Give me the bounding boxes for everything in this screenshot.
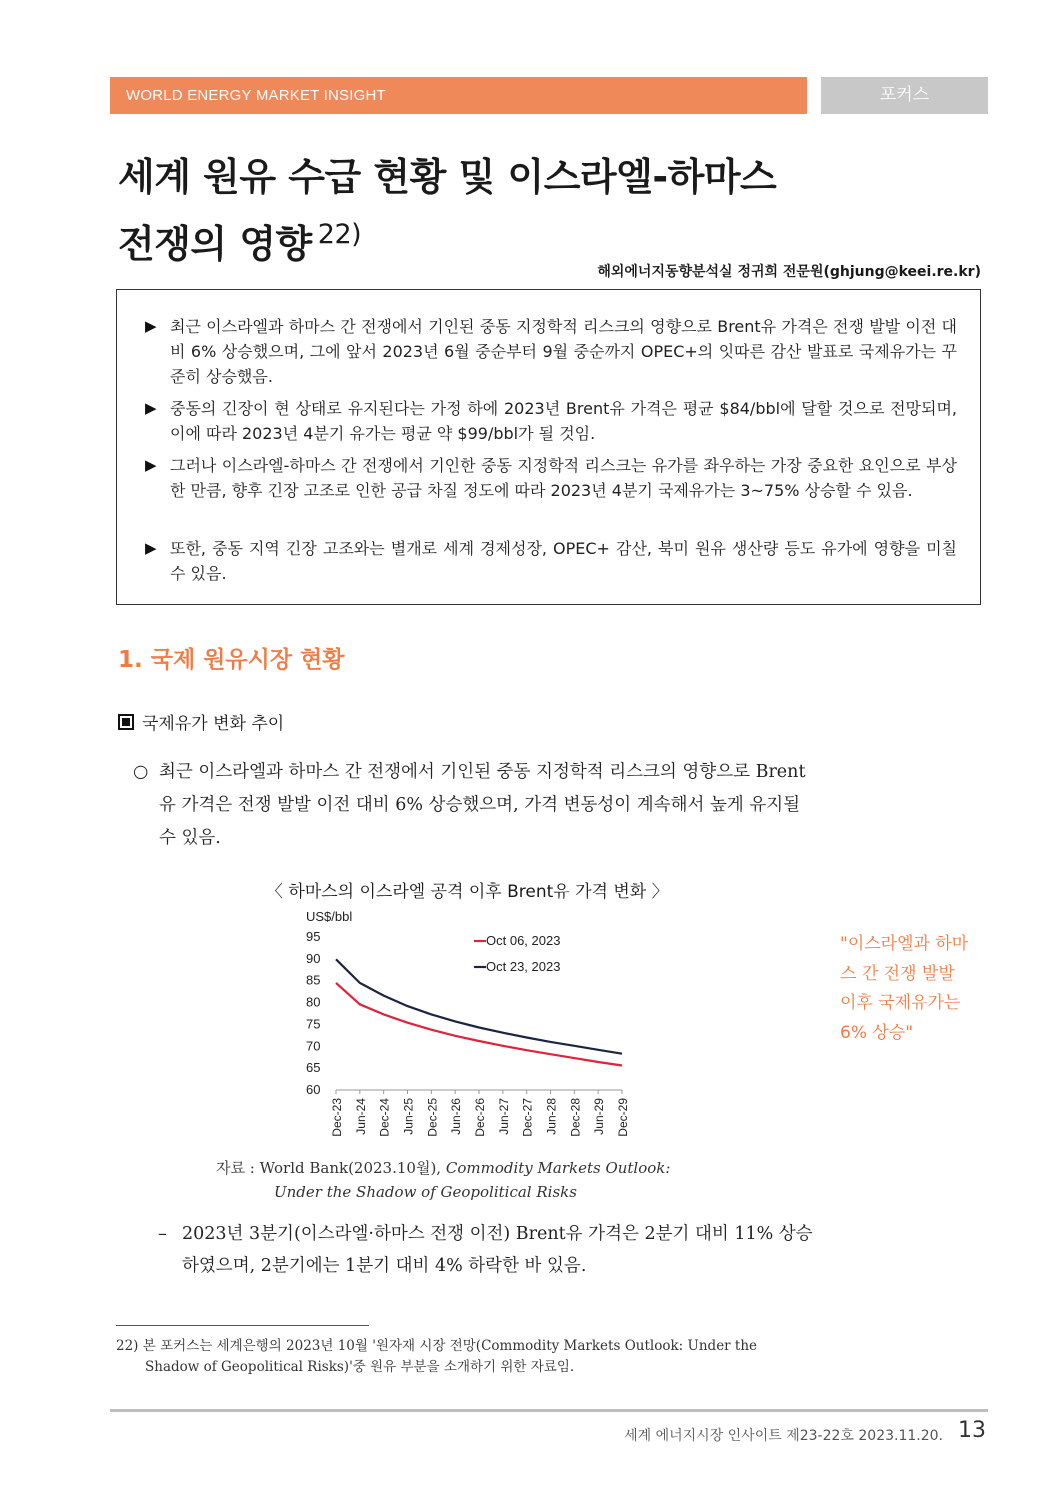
legend-label: Oct 23, 2023: [486, 959, 561, 974]
triangle-bullet-icon: ▶: [145, 456, 157, 474]
source-text: World Bank(2023.10월),: [259, 1159, 442, 1177]
summary-item: [145, 453, 957, 503]
summary-item-text: 최근 이스라엘과 하마스 간 전쟁에서 기인된 중동 지정학적 리스크의 영향으로 Brent유 가격은 전쟁 발발 이전 대비 6% 상승했으며, 그에 앞서 2023년 6월 중순부터 9월 중순까지 OPEC+의 잇따른 감산 발표로 국제유가는 꾸준히 상승했음.: [170, 317, 957, 386]
section-tag: 포커스: [821, 77, 988, 114]
summary-item: [145, 314, 957, 389]
dash-paragraph-text: 2023년 3분기(이스라엘·하마스 전쟁 이전) Brent유 가격은 2분기 대비 11% 상승하였으며, 2분기에는 1분기 대비 4% 하락한 바 있음.: [182, 1224, 813, 1276]
triangle-bullet-icon: ▶: [145, 539, 157, 557]
legend-label: Oct 06, 2023: [486, 933, 561, 948]
brent-price-chart: [290, 905, 640, 1155]
x-tick-label: Dec-26: [473, 1098, 487, 1137]
series-line: [336, 983, 622, 1066]
y-tick-label: 60: [306, 1082, 321, 1097]
x-tick-label: Jun-24: [353, 1098, 368, 1135]
footnote-divider: [116, 1325, 369, 1326]
square-bullet-icon: [118, 714, 134, 730]
summary-item: [145, 536, 957, 586]
circle-bullet-icon: ○: [133, 762, 149, 782]
triangle-bullet-icon: ▶: [145, 317, 157, 335]
x-tick-label: Jun-27: [496, 1098, 511, 1135]
dash-paragraph: [158, 1218, 813, 1282]
author-byline: 해외에너지동향분석실 정귀희 전문원(ghjung@keei.re.kr): [597, 264, 981, 280]
y-tick-label: 65: [306, 1060, 321, 1076]
x-tick-label: Dec-24: [377, 1098, 392, 1137]
y-tick-label: 80: [306, 994, 321, 1010]
summary-box: [116, 289, 981, 605]
series-banner: WORLD ENERGY MARKET INSIGHT: [110, 77, 807, 114]
page-title: [118, 148, 938, 273]
x-tick-label: Jun-26: [449, 1098, 464, 1135]
x-tick-label: Dec-28: [568, 1098, 583, 1137]
y-axis-ticks: [306, 929, 320, 1097]
y-tick-label: 90: [306, 950, 321, 966]
x-tick-label: Dec-27: [520, 1098, 535, 1137]
summary-item-text: 또한, 중동 지역 긴장 고조와는 별개로 세계 경제성장, OPEC+ 감산, 북미 원유 생산량 등도 유가에 영향을 미칠 수 있음.: [170, 539, 957, 583]
y-tick-label: 95: [306, 929, 321, 944]
y-tick-label: 75: [306, 1016, 321, 1032]
footer-divider: [110, 1409, 988, 1412]
footnote-line-2: Shadow of Geopolitical Risks)'중 원유 부분을 소개하기 위한 자료임.: [145, 1359, 575, 1375]
source-title-1: Commodity Markets Outlook:: [445, 1159, 671, 1177]
section-heading: 1. 국제 원유시장 현황: [118, 647, 345, 673]
triangle-bullet-icon: ▶: [145, 399, 157, 417]
y-axis-label: US$/bbl: [306, 909, 353, 924]
source-label: 자료 :: [216, 1159, 255, 1177]
side-pull-quote: "이스라엘과 하마스 간 전쟁 발발 이후 국제유가는 6% 상승": [840, 934, 969, 1043]
x-tick-label: Jun-25: [401, 1098, 416, 1135]
figure-source: [216, 1156, 816, 1204]
body-paragraph-text: 최근 이스라엘과 하마스 간 전쟁에서 기인된 중동 지정학적 리스크의 영향으로 Brent유 가격은 전쟁 발발 이전 대비 6% 상승했으며, 가격 변동성이 계속해서 높게 유지될 수 있음.: [159, 762, 806, 848]
chart-legend: [474, 933, 560, 974]
x-tick-label: Dec-25: [425, 1098, 440, 1137]
x-tick-label: Jun-29: [592, 1098, 607, 1135]
x-tick-label: Dec-23: [330, 1098, 344, 1137]
subsection-heading: [118, 709, 284, 734]
title-footnote-ref[interactable]: 22): [317, 219, 362, 250]
figure-caption: 〈 하마스의 이스라엘 공격 이후 Brent유 가격 변화 〉: [266, 882, 669, 902]
title-line-2-text: 전쟁의 영향: [118, 222, 312, 266]
title-line-1: 세계 원유 수급 현황 및 이스라엘-하마스: [118, 155, 777, 199]
x-tick-label: Jun-28: [544, 1098, 559, 1135]
subsection-heading-text: 국제유가 변화 추이: [142, 714, 285, 734]
x-axis: [330, 1090, 630, 1137]
chart-series: [336, 959, 622, 1065]
footnote-line-1: 22) 본 포커스는 세계은행의 2023년 10월 '원자재 시장 전망(Commodity Markets Outlook: Under the: [116, 1338, 758, 1354]
source-title-2: Under the Shadow of Geopolitical Risks: [274, 1183, 577, 1201]
x-tick-label: Dec-29: [616, 1098, 630, 1137]
series-line: [336, 959, 622, 1053]
summary-item-text: 중동의 긴장이 현 상태로 유지된다는 가정 하에 2023년 Brent유 가격은 평균 $84/bbl에 달할 것으로 전망되며, 이에 따라 2023년 4분기 유가는 평균 약 $99/bbl가 될 것임.: [170, 399, 957, 443]
body-paragraph: [133, 756, 813, 855]
y-tick-label: 70: [306, 1038, 321, 1054]
summary-item: [145, 396, 957, 446]
y-tick-label: 85: [306, 972, 321, 988]
footnote: [116, 1336, 816, 1378]
page-number: 13: [958, 1418, 986, 1443]
summary-item-text: 그러나 이스라엘-하마스 간 전쟁에서 기인한 중동 지정학적 리스크는 유가를 좌우하는 가장 중요한 요인으로 부상한 만큼, 향후 긴장 고조로 인한 공급 차질 정도에 따라 2023년 4분기 국제유가는 3~75% 상승할 수 있음.: [170, 456, 957, 500]
dash-bullet: –: [158, 1224, 167, 1244]
footer-publication: 세계 에너지시장 인사이트 제23-22호 2023.11.20.: [624, 1428, 943, 1444]
